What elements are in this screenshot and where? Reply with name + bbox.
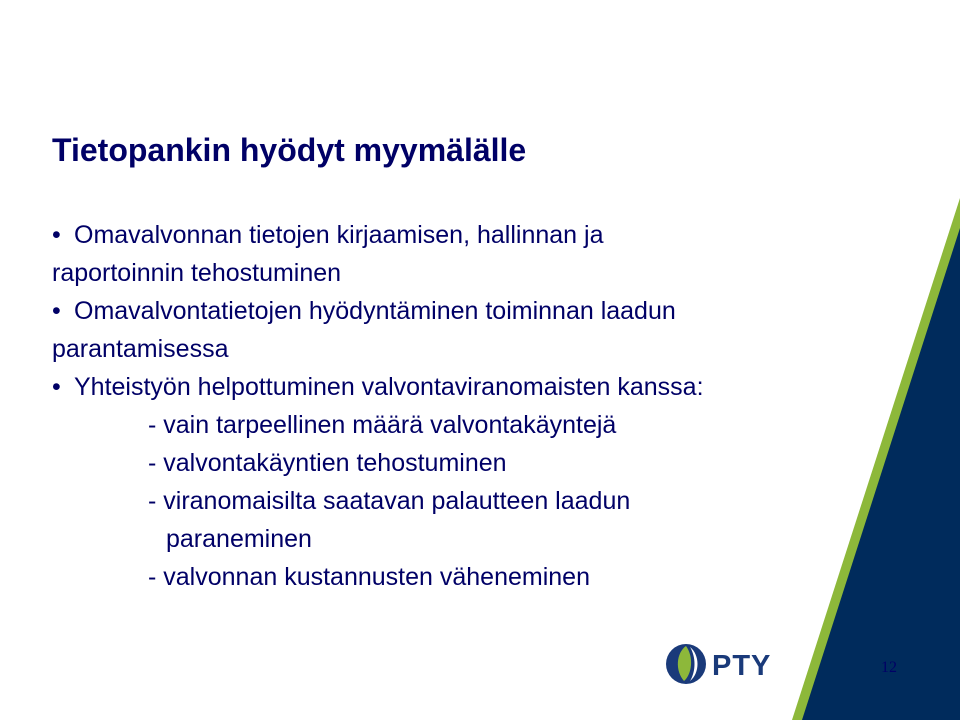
bullet-icon: • (52, 297, 61, 325)
bullet-icon: • (52, 221, 61, 249)
sub-item: - valvontakäyntien tehostuminen (148, 449, 507, 477)
page-number: 12 (881, 659, 897, 676)
bullet-text-continued: raportoinnin tehostuminen (52, 259, 342, 287)
pty-logo (664, 641, 794, 687)
bullet-text-continued: parantamisessa (52, 335, 229, 363)
sub-item: - viranomaisilta saatavan palautteen laadun (148, 487, 631, 515)
bullet-item (52, 368, 704, 406)
bullet-text: Omavalvontatietojen hyödyntäminen toiminnan laadun (74, 297, 676, 325)
slide-content (52, 216, 704, 596)
sub-item: - valvonnan kustannusten väheneminen (148, 563, 590, 591)
logo-text: PTY (712, 650, 772, 682)
sub-item: - vain tarpeellinen määrä valvontakäyntejä (148, 411, 617, 439)
pty-logo-icon (666, 644, 706, 684)
bullet-icon: • (52, 373, 61, 401)
sub-item-continued: paraneminen (166, 525, 312, 553)
bullet-item (52, 216, 704, 292)
slide-title: Tietopankin hyödyt myymälälle (52, 132, 527, 168)
bullet-text: Yhteistyön helpottuminen valvontaviranomaisten kanssa: (74, 373, 704, 401)
bullet-item (52, 292, 704, 368)
bullet-text: Omavalvonnan tietojen kirjaamisen, hallinnan ja (74, 221, 604, 249)
